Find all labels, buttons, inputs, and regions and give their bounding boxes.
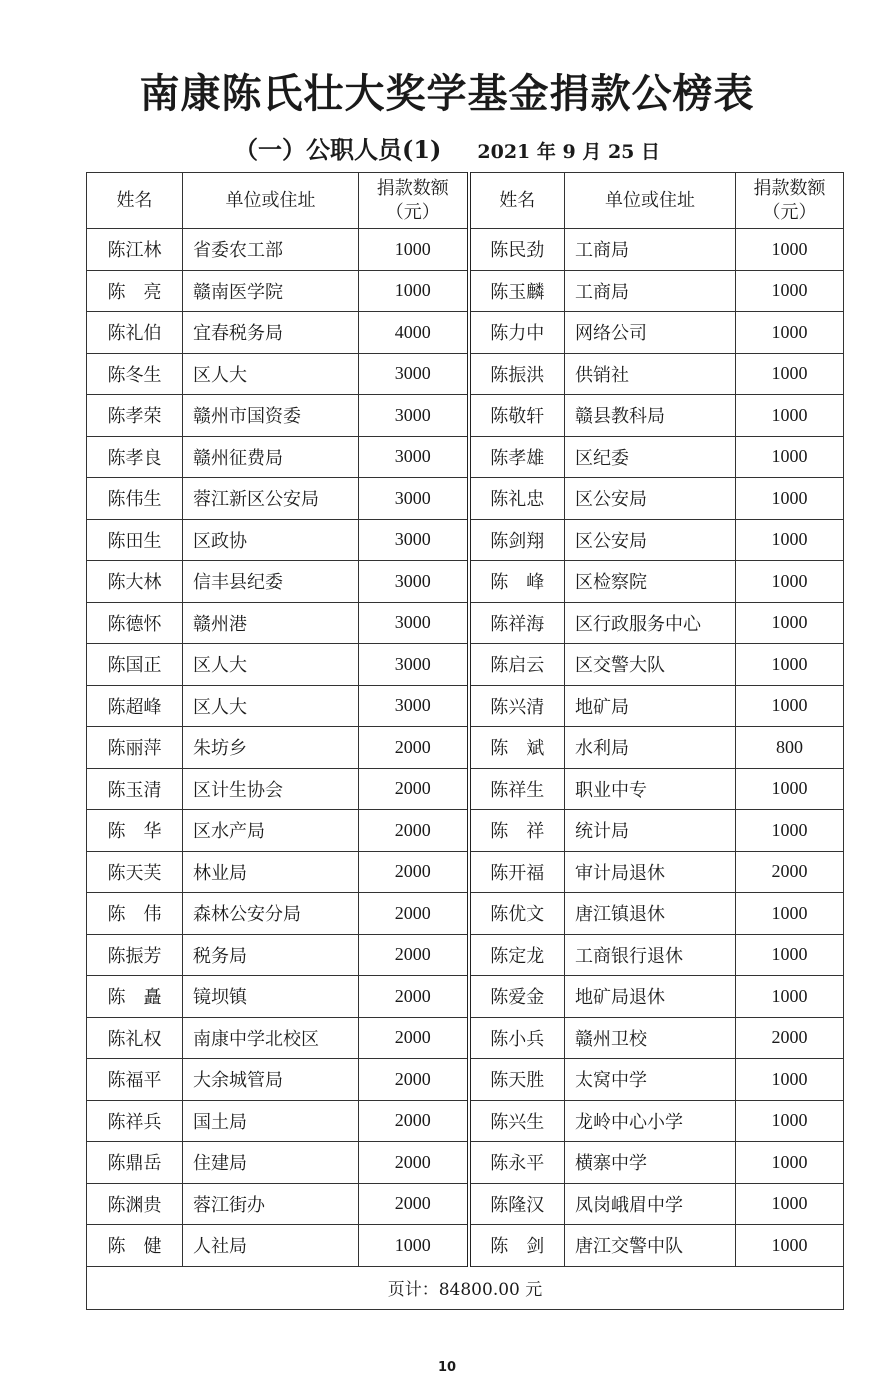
donor-name: 陈 峰 (469, 561, 565, 603)
donor-unit: 税务局 (183, 934, 359, 976)
donor-amount: 2000 (359, 1142, 469, 1184)
donor-name: 陈 矗 (87, 976, 183, 1018)
table-row (87, 270, 844, 312)
donor-name: 陈礼伯 (87, 312, 183, 354)
donor-name: 陈冬生 (87, 353, 183, 395)
donor-amount: 2000 (359, 1017, 469, 1059)
donor-unit: 供销社 (565, 353, 736, 395)
donor-name: 陈孝良 (87, 436, 183, 478)
donor-amount: 1000 (736, 976, 844, 1018)
donor-unit: 赣县教科局 (565, 395, 736, 437)
donor-amount: 1000 (736, 1059, 844, 1101)
donor-unit: 宜春税务局 (183, 312, 359, 354)
donor-name: 陈开福 (469, 851, 565, 893)
donor-amount: 3000 (359, 685, 469, 727)
donor-unit: 南康中学北校区 (183, 1017, 359, 1059)
donor-unit: 信丰县纪委 (183, 561, 359, 603)
donor-amount: 1000 (736, 893, 844, 935)
table-row (87, 519, 844, 561)
donor-amount: 2000 (359, 810, 469, 852)
donor-amount: 2000 (359, 934, 469, 976)
donor-amount: 1000 (736, 1142, 844, 1184)
header-amount-left (359, 173, 469, 229)
donor-amount: 4000 (359, 312, 469, 354)
donor-unit: 网络公司 (565, 312, 736, 354)
table-row (87, 644, 844, 686)
donor-unit: 朱坊乡 (183, 727, 359, 769)
donor-amount: 1000 (736, 768, 844, 810)
donor-amount: 2000 (359, 768, 469, 810)
donor-amount: 1000 (359, 270, 469, 312)
table-header-row (87, 173, 844, 229)
table-row (87, 810, 844, 852)
donor-name: 陈启云 (469, 644, 565, 686)
donor-amount: 1000 (736, 602, 844, 644)
donor-unit: 蓉江新区公安局 (183, 478, 359, 520)
donor-unit: 区交警大队 (565, 644, 736, 686)
header-amount-label: 捐款数额 (753, 177, 826, 199)
donor-name: 陈福平 (87, 1059, 183, 1101)
table-row (87, 685, 844, 727)
donor-amount: 3000 (359, 602, 469, 644)
donor-name: 陈祥兵 (87, 1100, 183, 1142)
table-row (87, 353, 844, 395)
donor-unit: 唐江镇退休 (565, 893, 736, 935)
donor-amount: 1000 (359, 229, 469, 271)
donor-amount: 1000 (736, 270, 844, 312)
donor-name: 陈孝荣 (87, 395, 183, 437)
donor-amount: 2000 (736, 1017, 844, 1059)
donor-amount: 3000 (359, 436, 469, 478)
page-total: 页计：84800.00 元 (87, 1266, 844, 1309)
table-row (87, 478, 844, 520)
table-row (87, 395, 844, 437)
donor-amount: 1000 (736, 478, 844, 520)
donor-amount: 1000 (736, 934, 844, 976)
donor-unit: 赣州卫校 (565, 1017, 736, 1059)
donor-unit: 太窝中学 (565, 1059, 736, 1101)
donor-amount: 2000 (359, 976, 469, 1018)
donor-unit: 凤岗峨眉中学 (565, 1183, 736, 1225)
table-row (87, 1183, 844, 1225)
donor-name: 陈 伟 (87, 893, 183, 935)
table-row (87, 851, 844, 893)
donor-name: 陈国正 (87, 644, 183, 686)
donor-name: 陈 华 (87, 810, 183, 852)
donor-name: 陈爱金 (469, 976, 565, 1018)
table-row (87, 561, 844, 603)
table-row (87, 1142, 844, 1184)
donor-unit: 蓉江街办 (183, 1183, 359, 1225)
table-row (87, 768, 844, 810)
donor-name: 陈礼忠 (469, 478, 565, 520)
donor-amount: 3000 (359, 561, 469, 603)
donor-name: 陈力中 (469, 312, 565, 354)
donor-amount: 2000 (359, 727, 469, 769)
donor-name: 陈兴生 (469, 1100, 565, 1142)
donor-name: 陈 剑 (469, 1225, 565, 1267)
donor-unit: 工商局 (565, 229, 736, 271)
donor-unit: 镜坝镇 (183, 976, 359, 1018)
donor-name: 陈 斌 (469, 727, 565, 769)
donor-name: 陈兴清 (469, 685, 565, 727)
donor-name: 陈伟生 (87, 478, 183, 520)
donor-unit: 大余城管局 (183, 1059, 359, 1101)
donor-name: 陈天芙 (87, 851, 183, 893)
donor-unit: 横寨中学 (565, 1142, 736, 1184)
table-row (87, 436, 844, 478)
donor-amount: 1000 (736, 810, 844, 852)
donor-amount: 3000 (359, 644, 469, 686)
total-row (87, 1266, 844, 1309)
donor-unit: 区检察院 (565, 561, 736, 603)
donor-amount: 1000 (736, 1100, 844, 1142)
donor-unit: 赣州港 (183, 602, 359, 644)
donor-name: 陈剑翔 (469, 519, 565, 561)
donor-name: 陈礼权 (87, 1017, 183, 1059)
table-row (87, 229, 844, 271)
donor-unit: 赣州征费局 (183, 436, 359, 478)
donor-name: 陈玉麟 (469, 270, 565, 312)
table-row (87, 727, 844, 769)
donor-unit: 林业局 (183, 851, 359, 893)
donor-name: 陈田生 (87, 519, 183, 561)
header-amount-unit: （元） (385, 201, 440, 223)
donor-unit: 森林公安分局 (183, 893, 359, 935)
donor-unit: 区计生协会 (183, 768, 359, 810)
table-row (87, 893, 844, 935)
donor-amount: 1000 (736, 436, 844, 478)
donor-amount: 3000 (359, 395, 469, 437)
table-row (87, 1100, 844, 1142)
subtitle-date: 2021 年 9 月 25 日 (477, 141, 661, 163)
donor-amount: 1000 (359, 1225, 469, 1267)
page-title: 南康陈氏壮大奖学基金捐款公榜表 (139, 70, 755, 117)
donor-unit: 赣南医学院 (183, 270, 359, 312)
donor-unit: 区公安局 (565, 519, 736, 561)
donor-name: 陈振芳 (87, 934, 183, 976)
donor-name: 陈振洪 (469, 353, 565, 395)
donor-amount: 2000 (359, 1183, 469, 1225)
header-unit-left: 单位或住址 (183, 173, 359, 229)
donor-amount: 800 (736, 727, 844, 769)
header-amount-right (736, 173, 844, 229)
page-number: 10 (437, 1360, 457, 1375)
donor-amount: 1000 (736, 353, 844, 395)
donor-name: 陈超峰 (87, 685, 183, 727)
donor-unit: 区行政服务中心 (565, 602, 736, 644)
table-row (87, 312, 844, 354)
donor-name: 陈 亮 (87, 270, 183, 312)
donor-name: 陈德怀 (87, 602, 183, 644)
header-name-right: 姓名 (469, 173, 565, 229)
table-row (87, 1017, 844, 1059)
donor-unit: 统计局 (565, 810, 736, 852)
donor-name: 陈丽萍 (87, 727, 183, 769)
donor-amount: 1000 (736, 519, 844, 561)
donor-amount: 3000 (359, 478, 469, 520)
donor-amount: 3000 (359, 353, 469, 395)
donor-unit: 区水产局 (183, 810, 359, 852)
donor-unit: 唐江交警中队 (565, 1225, 736, 1267)
donor-unit: 工商局 (565, 270, 736, 312)
header-amount-label: 捐款数额 (376, 177, 449, 199)
donor-amount: 2000 (359, 851, 469, 893)
header-unit-right: 单位或住址 (565, 173, 736, 229)
header-amount-unit: （元） (762, 201, 817, 223)
donor-amount: 2000 (359, 893, 469, 935)
donor-name: 陈祥生 (469, 768, 565, 810)
donor-name: 陈 健 (87, 1225, 183, 1267)
donor-unit: 地矿局 (565, 685, 736, 727)
donor-name: 陈天胜 (469, 1059, 565, 1101)
donor-amount: 1000 (736, 561, 844, 603)
donor-name: 陈小兵 (469, 1017, 565, 1059)
subtitle-category: （一）公职人员(1) (233, 135, 442, 164)
donor-name: 陈民劲 (469, 229, 565, 271)
donor-unit: 省委农工部 (183, 229, 359, 271)
table-row (87, 1225, 844, 1267)
donor-unit: 赣州市国资委 (183, 395, 359, 437)
donor-unit: 区公安局 (565, 478, 736, 520)
donor-name: 陈 祥 (469, 810, 565, 852)
donor-amount: 1000 (736, 229, 844, 271)
donor-unit: 区人大 (183, 644, 359, 686)
donation-table (86, 172, 844, 1310)
donor-unit: 区人大 (183, 685, 359, 727)
donor-name: 陈敬轩 (469, 395, 565, 437)
donor-name: 陈永平 (469, 1142, 565, 1184)
donor-amount: 1000 (736, 1225, 844, 1267)
donor-unit: 国土局 (183, 1100, 359, 1142)
page-subtitle (0, 130, 894, 165)
donor-name: 陈优文 (469, 893, 565, 935)
donor-unit: 住建局 (183, 1142, 359, 1184)
donor-amount: 1000 (736, 644, 844, 686)
donor-unit: 区人大 (183, 353, 359, 395)
donor-unit: 水利局 (565, 727, 736, 769)
table-row (87, 602, 844, 644)
table-row (87, 1059, 844, 1101)
donor-unit: 区政协 (183, 519, 359, 561)
table-row (87, 976, 844, 1018)
header-name-left: 姓名 (87, 173, 183, 229)
donor-unit: 区纪委 (565, 436, 736, 478)
donor-unit: 人社局 (183, 1225, 359, 1267)
donor-unit: 地矿局退休 (565, 976, 736, 1018)
donor-name: 陈大林 (87, 561, 183, 603)
donor-unit: 审计局退休 (565, 851, 736, 893)
donor-amount: 2000 (736, 851, 844, 893)
donor-amount: 1000 (736, 312, 844, 354)
donor-name: 陈祥海 (469, 602, 565, 644)
donor-amount: 1000 (736, 395, 844, 437)
donor-amount: 1000 (736, 685, 844, 727)
donor-name: 陈定龙 (469, 934, 565, 976)
donor-amount: 3000 (359, 519, 469, 561)
donor-unit: 工商银行退休 (565, 934, 736, 976)
donor-name: 陈江林 (87, 229, 183, 271)
donor-amount: 2000 (359, 1100, 469, 1142)
donor-name: 陈鼎岳 (87, 1142, 183, 1184)
donor-name: 陈玉清 (87, 768, 183, 810)
donor-amount: 1000 (736, 1183, 844, 1225)
donor-amount: 2000 (359, 1059, 469, 1101)
donor-name: 陈隆汉 (469, 1183, 565, 1225)
donor-name: 陈孝雄 (469, 436, 565, 478)
donor-unit: 职业中专 (565, 768, 736, 810)
table-row (87, 934, 844, 976)
donor-name: 陈渊贵 (87, 1183, 183, 1225)
donor-unit: 龙岭中心小学 (565, 1100, 736, 1142)
